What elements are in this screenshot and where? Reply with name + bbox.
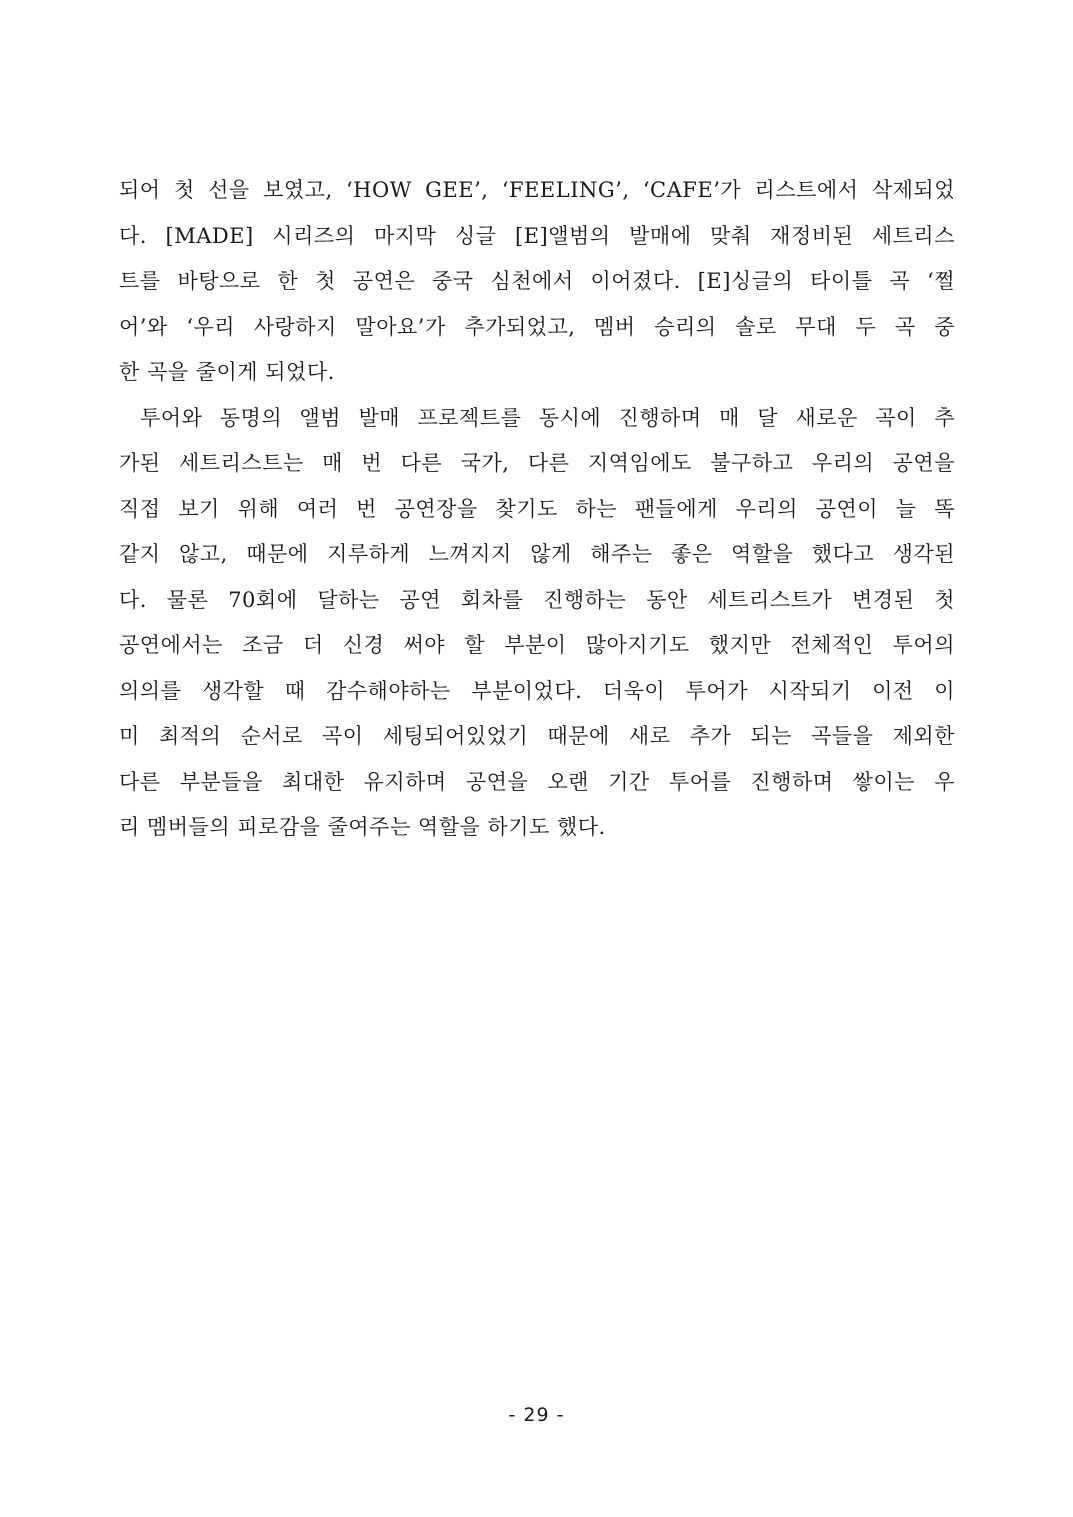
text-line: 가된 세트리스트는 매 번 다른 국가, 다른 지역임에도 불구하고 우리의 공연을 [119, 451, 955, 475]
text-line: 어’와 ‘우리 사랑하지 말아요’가 추가되었고, 멤버 승리의 솔로 무대 두 곡 중 [119, 314, 955, 339]
text-line: 다. 물론 70회에 달하는 공연 회차를 진행하는 동안 세트리스트가 변경된 첫 [119, 587, 955, 612]
text-line: 공연에서는 조금 더 신경 써야 할 부분이 많아지기도 했지만 전체적인 투어의 [119, 633, 955, 657]
paragraph-1 [119, 168, 955, 396]
text-line: 리 멤버들의 피로감을 줄여주는 역할을 하기도 했다. [119, 815, 606, 839]
text-line: 미 최적의 순서로 곡이 세팅되어있었기 때문에 새로 추가 되는 곡들을 제외한 [119, 724, 955, 748]
text-line: 다른 부분들을 최대한 유지하며 공연을 오랜 기간 투어를 진행하며 쌓이는 우 [119, 769, 955, 794]
text-line: 같지 않고, 때문에 지루하게 느껴지지 않게 해주는 좋은 역할을 했다고 생각된 [119, 542, 955, 566]
text-line: 의의를 생각할 때 감수해야하는 부분이었다. 더욱이 투어가 시작되기 이전 이 [119, 678, 955, 703]
text-line: 다. [MADE] 시리즈의 마지막 싱글 [E]앨범의 발매에 맞춰 재정비된 세트리스 [119, 223, 955, 248]
text-line: 트를 바탕으로 한 첫 공연은 중국 심천에서 이어졌다. [E]싱글의 타이틀 곡 ‘쩔 [119, 269, 955, 293]
page-number: - 29 - [508, 1404, 565, 1426]
paragraph-2 [119, 396, 955, 851]
text-line: 직접 보기 위해 여러 번 공연장을 찾기도 하는 팬들에게 우리의 공연이 늘 똑 [119, 496, 955, 521]
body-text [119, 168, 955, 851]
text-line: 되어 첫 선을 보였고, ‘HOW GEE’, ‘FEELING’, ‘CAFE’가 리스트에서 삭제되었 [119, 178, 955, 202]
text-line: 투어와 동명의 앨범 발매 프로젝트를 동시에 진행하며 매 달 새로운 곡이 추 [140, 405, 955, 430]
text-line: 한 곡을 줄이게 되었다. [119, 360, 335, 384]
